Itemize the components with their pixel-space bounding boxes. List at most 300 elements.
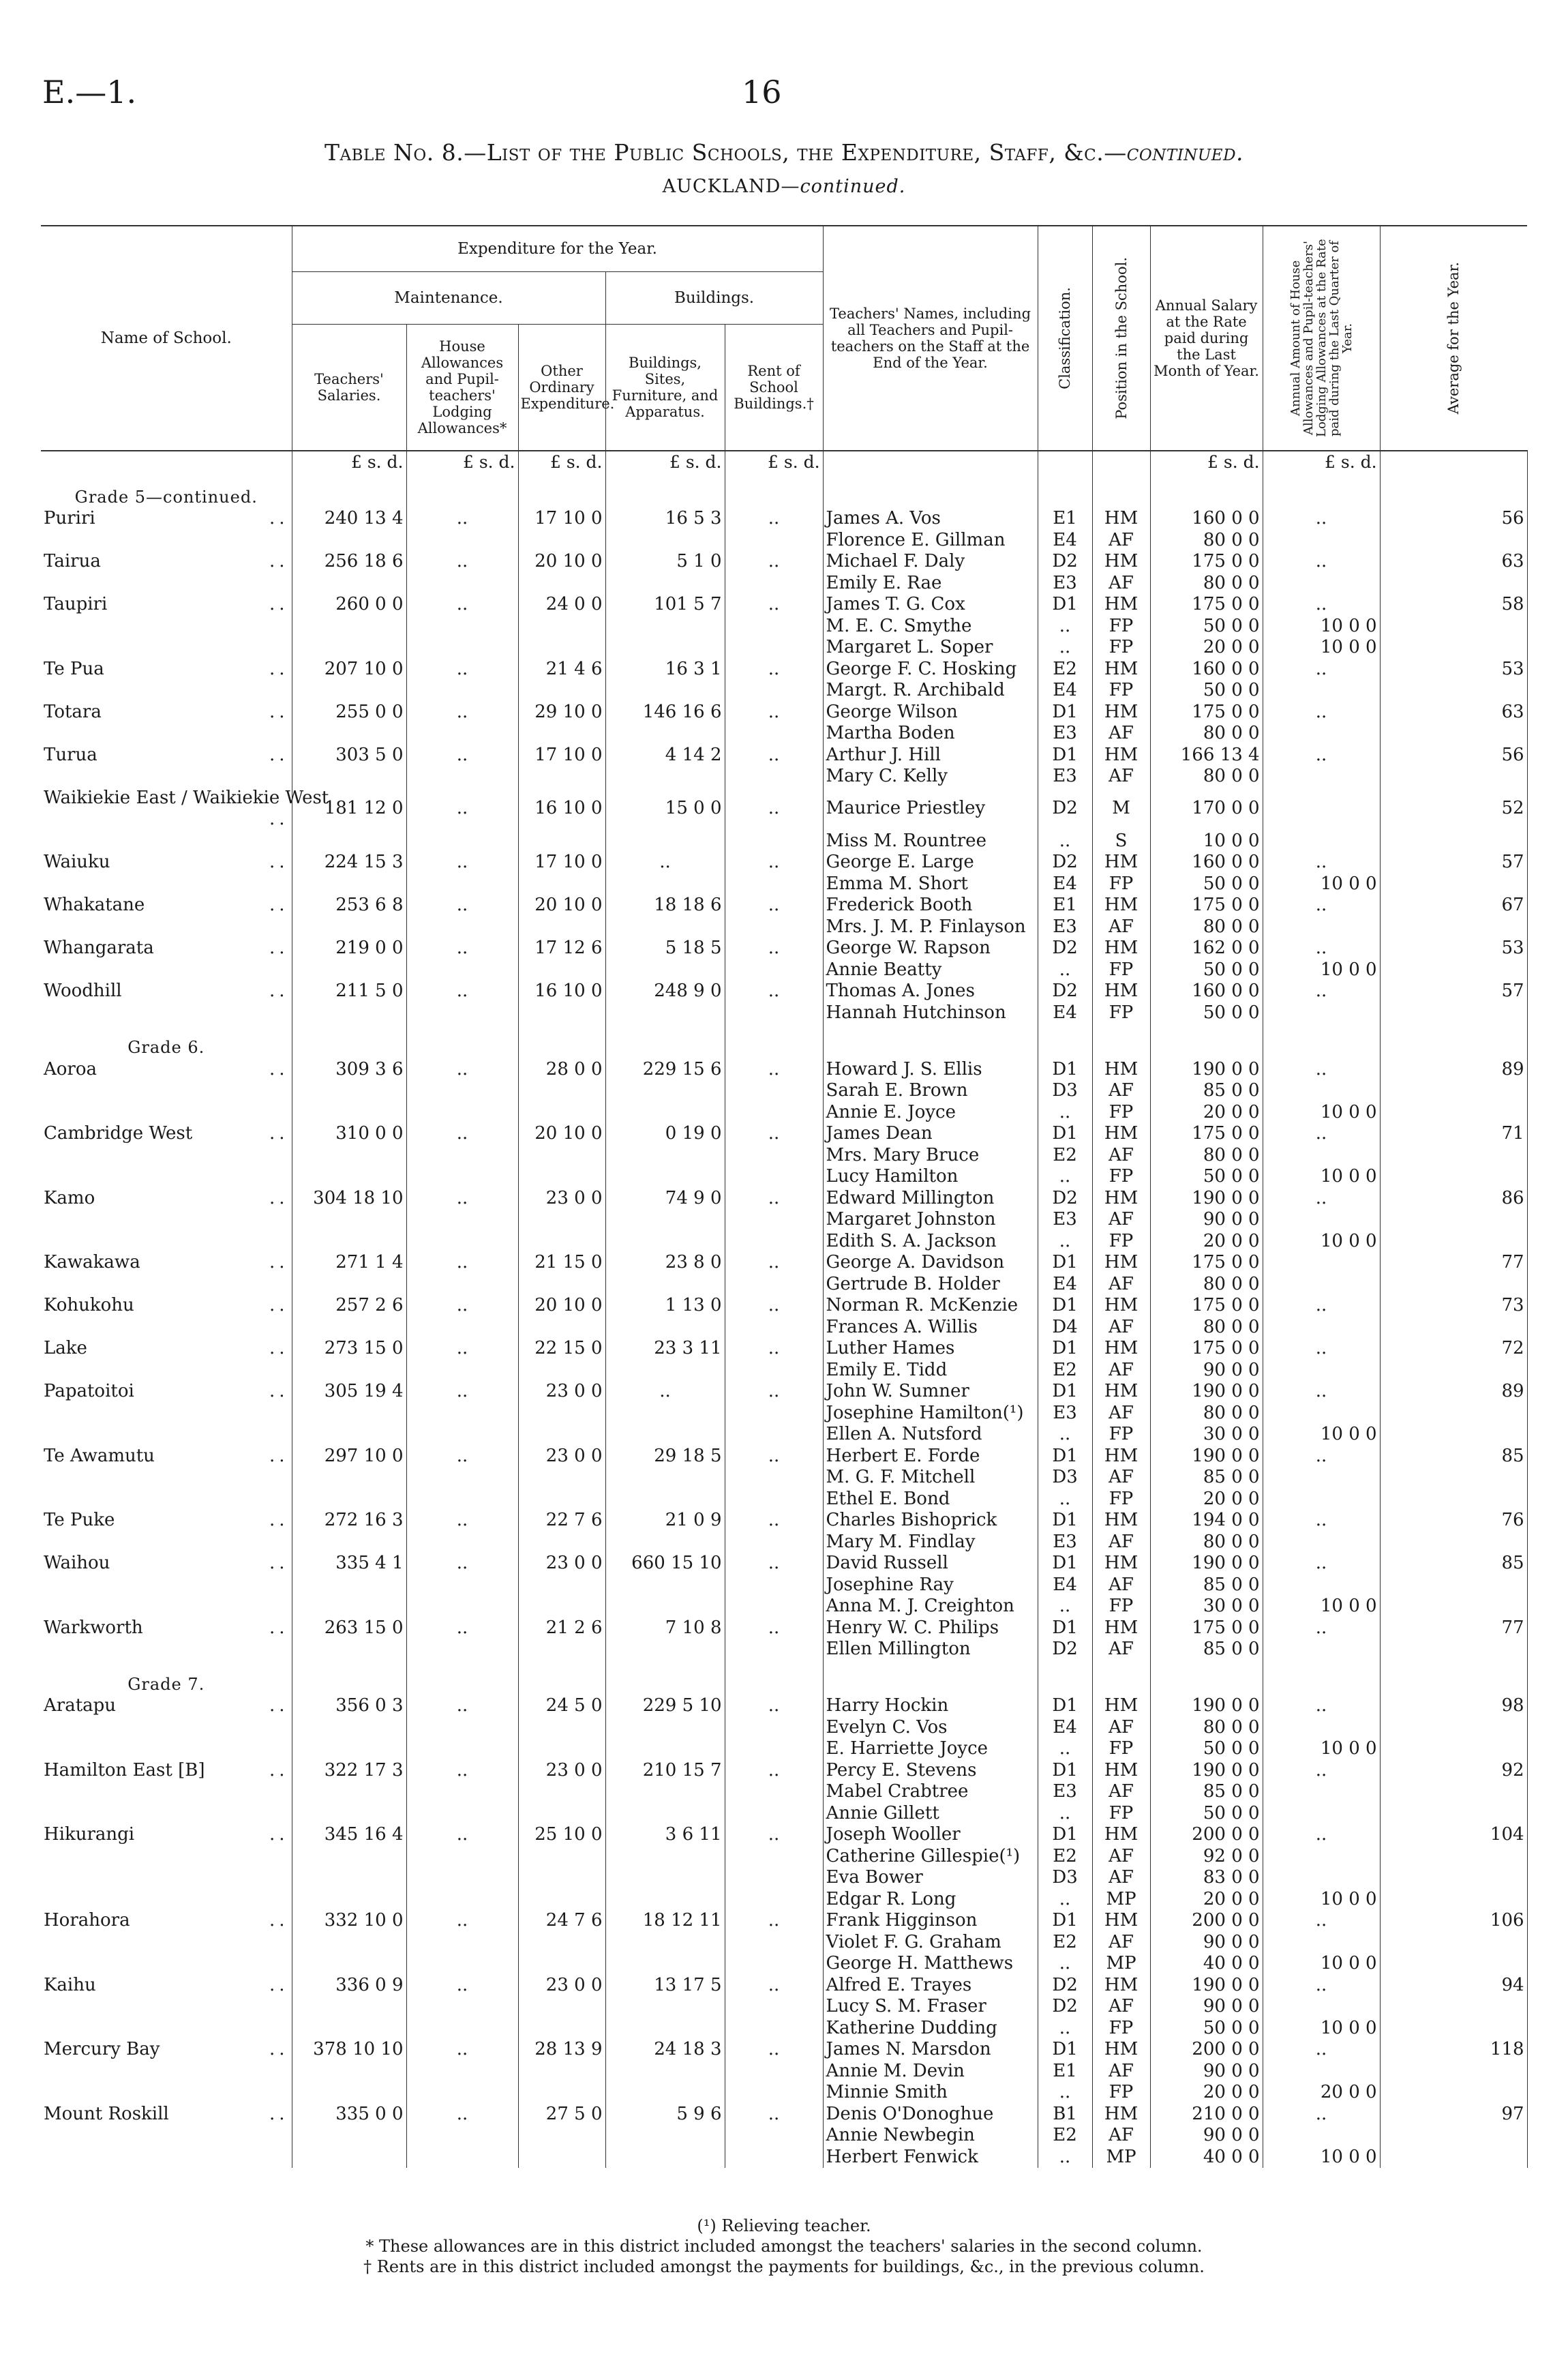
- teacher-name: Maurice Priestley: [823, 788, 1038, 831]
- empty-cell: [41, 1102, 292, 1124]
- table-row: [41, 2039, 1527, 2061]
- school-name-text: Waikiekie East / Waikiekie West: [44, 787, 329, 808]
- col-salaries: Teachers' Salaries.: [292, 325, 406, 451]
- annual-salary: 175 0 0: [1150, 1295, 1263, 1317]
- empty-cell: [406, 1360, 518, 1382]
- annual-house-allowance: ..: [1263, 1446, 1380, 1467]
- empty-cell: [605, 1145, 725, 1167]
- house-allowances: ..: [406, 1760, 518, 1782]
- annual-house-allowance: ..: [1263, 1695, 1380, 1717]
- position: FP: [1092, 1489, 1150, 1510]
- table-row: [41, 852, 1527, 874]
- position: FP: [1092, 616, 1150, 638]
- classification: E3: [1038, 1781, 1092, 1803]
- position: HM: [1092, 1295, 1150, 1317]
- empty-cell: [406, 1274, 518, 1296]
- school-name-text: Woodhill: [44, 981, 122, 1001]
- col-teachers: Teachers' Names, including all Teachers and Pupil-teachers on the Staff at the End of the Year.: [823, 226, 1038, 451]
- empty-cell: [725, 1360, 823, 1382]
- empty-cell: [292, 1846, 406, 1868]
- empty-cell: [605, 1596, 725, 1618]
- classification: D2: [1038, 1188, 1092, 1210]
- teachers-salaries: 309 3 6: [292, 1059, 406, 1081]
- teacher-name: George E. Large: [823, 852, 1038, 874]
- annual-house-allowance: [1263, 1360, 1380, 1382]
- annual-salary: 50 0 0: [1150, 616, 1263, 638]
- annual-house-allowance: ..: [1263, 1338, 1380, 1360]
- teacher-name: Hannah Hutchinson: [823, 1002, 1038, 1024]
- table-row: [41, 702, 1527, 724]
- empty-cell: [725, 874, 823, 895]
- empty-cell: [518, 1403, 605, 1425]
- classification: E4: [1038, 1002, 1092, 1024]
- empty-cell: [725, 1080, 823, 1102]
- empty-cell: [1380, 616, 1527, 638]
- rent: ..: [725, 2104, 823, 2126]
- teacher-name: Emma M. Short: [823, 874, 1038, 895]
- empty-cell: [406, 1080, 518, 1102]
- rent: ..: [725, 594, 823, 616]
- table-row: [41, 1824, 1527, 1846]
- school-name-text: Whakatane: [44, 895, 145, 915]
- empty-cell: [605, 616, 725, 638]
- grade-spacer: [1150, 1024, 1263, 1059]
- empty-cell: [605, 1781, 725, 1803]
- empty-cell: [406, 1953, 518, 1975]
- grade-spacer: [1150, 473, 1263, 509]
- annual-house-allowance: [1263, 1317, 1380, 1339]
- classification: D1: [1038, 1123, 1092, 1145]
- empty-cell: [518, 1932, 605, 1954]
- teacher-name: Mabel Crabtree: [823, 1781, 1038, 1803]
- annual-house-allowance: [1263, 530, 1380, 552]
- school-name: [41, 1188, 292, 1210]
- annual-house-allowance: ..: [1263, 1553, 1380, 1575]
- school-name-text: Hamilton East [B]: [44, 1759, 205, 1781]
- average-attendance: 104: [1380, 1824, 1527, 1846]
- other-expenditure: 17 12 6: [518, 938, 605, 959]
- annual-salary: 80 0 0: [1150, 1317, 1263, 1339]
- teacher-name: Edward Millington: [823, 1188, 1038, 1210]
- empty-cell: [725, 1781, 823, 1803]
- table-row: [41, 551, 1527, 573]
- empty-cell: [1380, 1596, 1527, 1618]
- annual-house-allowance: [1263, 1717, 1380, 1739]
- classification: E4: [1038, 680, 1092, 702]
- empty-cell: [406, 1889, 518, 1911]
- empty-cell: [605, 1274, 725, 1296]
- average-attendance: 92: [1380, 1760, 1527, 1782]
- school-name: [41, 938, 292, 959]
- empty-cell: [518, 1424, 605, 1446]
- col-school-name: Name of School.: [41, 226, 292, 451]
- classification: D1: [1038, 1510, 1092, 1532]
- classification: D2: [1038, 981, 1092, 1002]
- annual-salary: 85 0 0: [1150, 1639, 1263, 1660]
- classification: D4: [1038, 1317, 1092, 1339]
- teacher-name: George A. Davidson: [823, 1252, 1038, 1274]
- col-position: Position in the School.: [1113, 257, 1130, 419]
- annual-salary: 50 0 0: [1150, 1803, 1263, 1825]
- empty-cell: [725, 1424, 823, 1446]
- footnote-rents: † Rents are in this district included amongst the payments for buildings, &c., in the previous column.: [363, 2257, 1205, 2276]
- position: AF: [1092, 1932, 1150, 1954]
- house-allowances: ..: [406, 508, 518, 530]
- position: M: [1092, 788, 1150, 831]
- teacher-name: David Russell: [823, 1553, 1038, 1575]
- school-name: [41, 702, 292, 724]
- teacher-name: Frances A. Willis: [823, 1317, 1038, 1339]
- table-row: [41, 1953, 1527, 1975]
- position: HM: [1092, 2039, 1150, 2061]
- rent: ..: [725, 1618, 823, 1639]
- col-other-expenditure: Other Ordinary Expenditure.: [518, 325, 605, 451]
- position: AF: [1092, 1145, 1150, 1167]
- empty-cell: [725, 1002, 823, 1024]
- empty-cell: [1380, 1781, 1527, 1803]
- school-name: [41, 1975, 292, 1997]
- empty-cell: [518, 1889, 605, 1911]
- col-expenditure: Expenditure for the Year.: [292, 226, 823, 272]
- school-name: [41, 787, 329, 831]
- empty-cell: [292, 1575, 406, 1596]
- empty-cell: [725, 1166, 823, 1188]
- position: AF: [1092, 723, 1150, 745]
- buildings-sites: 29 18 5: [605, 1446, 725, 1467]
- annual-salary: 160 0 0: [1150, 508, 1263, 530]
- annual-house-allowance: [1263, 831, 1380, 852]
- grade-spacer: [518, 1024, 605, 1059]
- school-name: [41, 1059, 292, 1081]
- other-expenditure: 28 13 9: [518, 2039, 605, 2061]
- empty-cell: [518, 2147, 605, 2169]
- classification: D1: [1038, 1824, 1092, 1846]
- school-name: [41, 1695, 292, 1717]
- teacher-name: Herbert E. Forde: [823, 1446, 1038, 1467]
- annual-house-allowance: [1263, 1532, 1380, 1553]
- teacher-name: James Dean: [823, 1123, 1038, 1145]
- empty-cell: [406, 2061, 518, 2083]
- house-allowances: ..: [406, 702, 518, 724]
- col-annual-house: Annual Amount of House Allowances and Pupil-teachers' Lodging Allowances at the Rate paid during the Last Quarter of Year.: [1288, 239, 1355, 438]
- empty-cell: [518, 1575, 605, 1596]
- empty-cell: [1380, 1953, 1527, 1975]
- empty-cell: [725, 1738, 823, 1760]
- house-allowances: ..: [406, 1510, 518, 1532]
- position: AF: [1092, 917, 1150, 938]
- average-attendance: 63: [1380, 551, 1527, 573]
- teacher-name: Josephine Ray: [823, 1575, 1038, 1596]
- teachers-salaries: 322 17 3: [292, 1760, 406, 1782]
- empty-cell: [292, 1080, 406, 1102]
- teachers-salaries: 272 16 3: [292, 1510, 406, 1532]
- grade-heading: Grade 6.: [41, 1024, 292, 1059]
- empty-cell: [518, 1080, 605, 1102]
- classification: D1: [1038, 1910, 1092, 1932]
- table-subtitle-main: AUCKLAND—: [662, 176, 800, 197]
- annual-house-allowance: ..: [1263, 2104, 1380, 2126]
- school-name-text: Mercury Bay: [44, 2039, 160, 2059]
- empty-cell: [518, 1489, 605, 1510]
- empty-cell: [1380, 2125, 1527, 2147]
- empty-cell: [1380, 1846, 1527, 1868]
- annual-house-allowance: [1263, 1252, 1380, 1274]
- annual-salary: 10 0 0: [1150, 831, 1263, 852]
- units-cell: £ s. d.: [1150, 451, 1263, 473]
- leader-dots: ..: [269, 852, 289, 872]
- units-row: [41, 451, 1527, 473]
- school-name-text: Papatoitoi: [44, 1381, 134, 1401]
- col-buildings-sites: Buildings, Sites, Furniture, and Apparatus.: [605, 325, 725, 451]
- empty-cell: [725, 1209, 823, 1231]
- classification: D3: [1038, 1080, 1092, 1102]
- empty-cell: [1380, 1717, 1527, 1739]
- position: AF: [1092, 1846, 1150, 1868]
- teacher-name: E. Harriette Joyce: [823, 1738, 1038, 1760]
- teacher-name: Ellen Millington: [823, 1639, 1038, 1660]
- annual-salary: 20 0 0: [1150, 1231, 1263, 1253]
- table-row: [41, 1317, 1527, 1339]
- grade-row: [41, 1024, 1527, 1059]
- col-annual-salary: Annual Salary at the Rate paid during the Last Month of Year.: [1150, 226, 1263, 451]
- empty-cell: [725, 2125, 823, 2147]
- document-reference: E.—1.: [42, 74, 137, 110]
- empty-cell: [406, 1403, 518, 1425]
- empty-cell: [518, 637, 605, 659]
- school-name-text: Taupiri: [44, 594, 108, 614]
- teacher-name: Denis O'Donoghue: [823, 2104, 1038, 2126]
- annual-house-allowance: ..: [1263, 2039, 1380, 2061]
- classification: D1: [1038, 1618, 1092, 1639]
- teacher-name: Annie M. Devin: [823, 2061, 1038, 2083]
- annual-house-allowance: ..: [1263, 1824, 1380, 1846]
- col-buildings-group: Buildings.: [605, 272, 823, 325]
- table-row: [41, 1760, 1527, 1782]
- teacher-name: Alfred E. Trayes: [823, 1975, 1038, 1997]
- buildings-sites: ..: [605, 852, 725, 874]
- table-row: [41, 1846, 1527, 1868]
- teacher-name: John W. Sumner: [823, 1381, 1038, 1403]
- table-row: [41, 1295, 1527, 1317]
- position: HM: [1092, 895, 1150, 917]
- classification: E3: [1038, 766, 1092, 788]
- units-cell: £ s. d.: [1263, 451, 1380, 473]
- empty-cell: [605, 1002, 725, 1024]
- empty-cell: [605, 766, 725, 788]
- teacher-name: Eva Bower: [823, 1867, 1038, 1889]
- grade-spacer: [1263, 473, 1380, 509]
- buildings-sites: 21 0 9: [605, 1510, 725, 1532]
- empty-cell: [605, 2061, 725, 2083]
- house-allowances: ..: [406, 1910, 518, 1932]
- teachers-salaries: 263 15 0: [292, 1618, 406, 1639]
- school-name-text: Te Puke: [44, 1510, 115, 1530]
- teachers-salaries: 303 5 0: [292, 745, 406, 766]
- col-classification: Classification.: [1057, 287, 1074, 389]
- teacher-name: George W. Rapson: [823, 938, 1038, 959]
- average-attendance: 58: [1380, 594, 1527, 616]
- average-attendance: 73: [1380, 1295, 1527, 1317]
- position: HM: [1092, 1824, 1150, 1846]
- annual-house-allowance: [1263, 917, 1380, 938]
- other-expenditure: 16 10 0: [518, 788, 605, 831]
- grade-heading: Grade 7.: [41, 1660, 292, 1696]
- teacher-name: Minnie Smith: [823, 2082, 1038, 2104]
- table-row: [41, 1618, 1527, 1639]
- empty-cell: [406, 1846, 518, 1868]
- position: AF: [1092, 1532, 1150, 1553]
- rent: ..: [725, 1824, 823, 1846]
- grade-spacer: [605, 473, 725, 509]
- empty-cell: [41, 1209, 292, 1231]
- annual-salary: 80 0 0: [1150, 1274, 1263, 1296]
- table-row: [41, 1781, 1527, 1803]
- school-name-text: Totara: [44, 701, 102, 722]
- annual-salary: 80 0 0: [1150, 1717, 1263, 1739]
- empty-cell: [725, 766, 823, 788]
- position: AF: [1092, 1639, 1150, 1660]
- teacher-name: Margaret Johnston: [823, 1209, 1038, 1231]
- table-row: [41, 1274, 1527, 1296]
- table-row: [41, 1231, 1527, 1253]
- annual-house-allowance: ..: [1263, 1618, 1380, 1639]
- grade-spacer: [1263, 1024, 1380, 1059]
- empty-cell: [605, 1424, 725, 1446]
- position: FP: [1092, 1424, 1150, 1446]
- position: AF: [1092, 1996, 1150, 2018]
- empty-cell: [1380, 530, 1527, 552]
- empty-cell: [292, 959, 406, 981]
- empty-cell: [605, 1932, 725, 1954]
- empty-cell: [292, 1953, 406, 1975]
- annual-salary: 170 0 0: [1150, 788, 1263, 831]
- classification: E2: [1038, 1360, 1092, 1382]
- annual-salary: 85 0 0: [1150, 1575, 1263, 1596]
- annual-house-allowance: ..: [1263, 1760, 1380, 1782]
- school-name-text: Aratapu: [44, 1695, 117, 1716]
- empty-cell: [725, 1932, 823, 1954]
- position: FP: [1092, 1166, 1150, 1188]
- classification: D3: [1038, 1467, 1092, 1489]
- annual-salary: 175 0 0: [1150, 594, 1263, 616]
- units-cell: £ s. d.: [518, 451, 605, 473]
- annual-salary: 80 0 0: [1150, 723, 1263, 745]
- empty-cell: [406, 1317, 518, 1339]
- empty-cell: [518, 1803, 605, 1825]
- annual-salary: 50 0 0: [1150, 1166, 1263, 1188]
- other-expenditure: 20 10 0: [518, 895, 605, 917]
- teacher-name: James N. Marsdon: [823, 2039, 1038, 2061]
- empty-cell: [406, 680, 518, 702]
- position: FP: [1092, 1803, 1150, 1825]
- empty-cell: [518, 1846, 605, 1868]
- empty-cell: [406, 917, 518, 938]
- school-name: [41, 1553, 292, 1575]
- annual-house-allowance: ..: [1263, 981, 1380, 1002]
- annual-house-allowance: [1263, 2125, 1380, 2147]
- buildings-sites: 23 3 11: [605, 1338, 725, 1360]
- average-attendance: 97: [1380, 2104, 1527, 2126]
- position: AF: [1092, 1781, 1150, 1803]
- empty-cell: [292, 2147, 406, 2169]
- grade-spacer: [1150, 1660, 1263, 1696]
- col-maintenance: Maintenance.: [292, 272, 605, 325]
- classification: E4: [1038, 1717, 1092, 1739]
- empty-cell: [41, 573, 292, 595]
- annual-salary: 90 0 0: [1150, 1209, 1263, 1231]
- empty-cell: [1380, 1102, 1527, 1124]
- annual-salary: 83 0 0: [1150, 1867, 1263, 1889]
- empty-cell: [41, 2082, 292, 2104]
- grade-spacer: [1038, 473, 1092, 509]
- position: MP: [1092, 2147, 1150, 2169]
- empty-cell: [725, 1803, 823, 1825]
- table-row: [41, 2082, 1527, 2104]
- teacher-name: George H. Matthews: [823, 1953, 1038, 1975]
- other-expenditure: 20 10 0: [518, 1123, 605, 1145]
- buildings-sites: 146 16 6: [605, 702, 725, 724]
- buildings-sites: 74 9 0: [605, 1188, 725, 1210]
- grade-spacer: [1092, 1660, 1150, 1696]
- empty-cell: [725, 2018, 823, 2040]
- empty-cell: [41, 1889, 292, 1911]
- table-row: [41, 659, 1527, 681]
- house-allowances: ..: [406, 1446, 518, 1467]
- annual-house-allowance: 10 0 0: [1263, 637, 1380, 659]
- teacher-name: Herbert Fenwick: [823, 2147, 1038, 2169]
- leader-dots: ..: [269, 895, 289, 915]
- house-allowances: ..: [406, 1059, 518, 1081]
- empty-cell: [406, 573, 518, 595]
- empty-cell: [292, 874, 406, 895]
- annual-house-allowance: ..: [1263, 895, 1380, 917]
- position: AF: [1092, 1867, 1150, 1889]
- house-allowances: ..: [406, 2104, 518, 2126]
- empty-cell: [41, 1532, 292, 1553]
- table-row: [41, 1188, 1527, 1210]
- empty-cell: [292, 1932, 406, 1954]
- rent: ..: [725, 1760, 823, 1782]
- empty-cell: [518, 874, 605, 895]
- school-name-text: Kaihu: [44, 1974, 96, 1995]
- annual-salary: 190 0 0: [1150, 1553, 1263, 1575]
- rent: ..: [725, 981, 823, 1002]
- teacher-name: Luther Hames: [823, 1338, 1038, 1360]
- teachers-salaries: 257 2 6: [292, 1295, 406, 1317]
- other-expenditure: 23 0 0: [518, 1381, 605, 1403]
- empty-cell: [292, 530, 406, 552]
- annual-salary: 190 0 0: [1150, 1059, 1263, 1081]
- position: AF: [1092, 1467, 1150, 1489]
- empty-cell: [1380, 637, 1527, 659]
- units-cell: £ s. d.: [605, 451, 725, 473]
- teacher-name: Sarah E. Brown: [823, 1080, 1038, 1102]
- other-expenditure: 23 0 0: [518, 1188, 605, 1210]
- col-average: Average for the Year.: [1445, 262, 1462, 415]
- annual-house-allowance: [1263, 1145, 1380, 1167]
- empty-cell: [518, 831, 605, 852]
- empty-cell: [725, 1953, 823, 1975]
- position: HM: [1092, 1510, 1150, 1532]
- position: HM: [1092, 1975, 1150, 1997]
- annual-salary: 190 0 0: [1150, 1760, 1263, 1782]
- empty-cell: [41, 1639, 292, 1660]
- empty-cell: [41, 1717, 292, 1739]
- empty-cell: [605, 1639, 725, 1660]
- empty-cell: [605, 1996, 725, 2018]
- table-row: [41, 1803, 1527, 1825]
- teacher-name: James A. Vos: [823, 508, 1038, 530]
